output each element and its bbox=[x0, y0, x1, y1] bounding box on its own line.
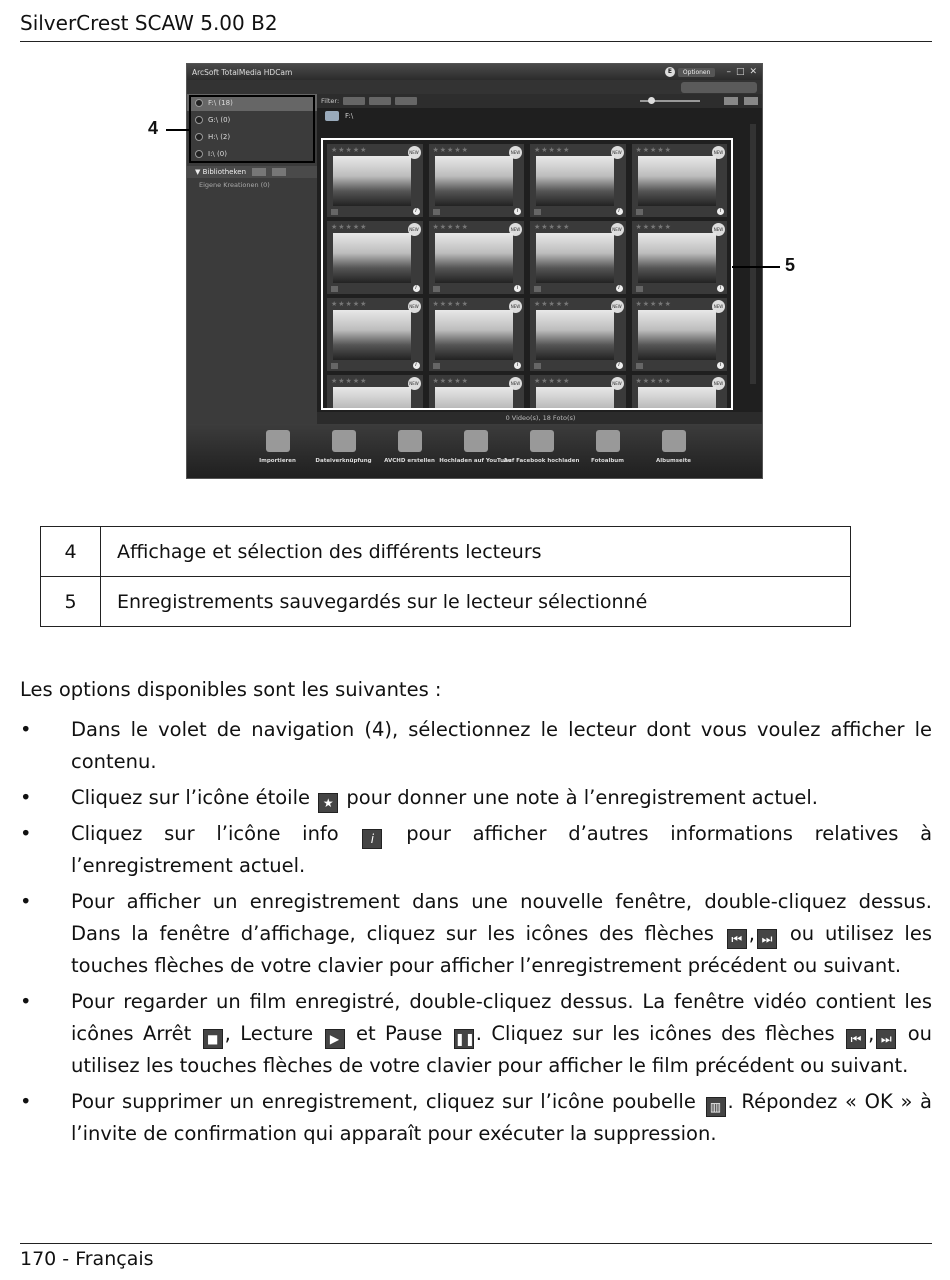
thumbnail[interactable] bbox=[327, 144, 423, 217]
photo-type-icon bbox=[433, 286, 440, 292]
drive-label: G:\ (0) bbox=[208, 115, 231, 124]
close-icon[interactable]: ✕ bbox=[749, 67, 757, 77]
bullet-text: Pour regarder un film enregistré, double-cliquez dessus. La fenêtre vidéo contient les icônes Arrêt bbox=[71, 990, 932, 1045]
toolbar bbox=[187, 424, 763, 479]
rating-stars[interactable]: ★★★★★ bbox=[331, 377, 368, 385]
intro-text: Les options disponibles sont les suivantes : bbox=[20, 678, 442, 701]
info-icon[interactable]: i bbox=[413, 285, 420, 292]
thumbnail[interactable] bbox=[429, 144, 525, 217]
media-pane bbox=[317, 94, 763, 424]
rating-stars[interactable]: ★★★★★ bbox=[635, 377, 672, 385]
photo-type-icon bbox=[534, 363, 541, 369]
info-icon[interactable]: i bbox=[514, 362, 521, 369]
thumbnail[interactable] bbox=[429, 221, 525, 294]
info-icon[interactable]: i bbox=[616, 362, 623, 369]
table-row bbox=[41, 577, 851, 627]
tool-label: Hochladen auf YouTube bbox=[439, 458, 512, 464]
maximize-icon[interactable]: □ bbox=[735, 67, 745, 77]
tool-photo-album[interactable] bbox=[577, 430, 639, 479]
previous-icon: ⏮ bbox=[727, 929, 747, 949]
list-item bbox=[20, 1086, 932, 1150]
info-icon[interactable]: i bbox=[413, 362, 420, 369]
info-icon: i bbox=[362, 829, 382, 849]
rating-stars[interactable]: ★★★★★ bbox=[534, 146, 571, 154]
photo-preview[interactable] bbox=[435, 310, 513, 360]
photo-preview[interactable] bbox=[435, 156, 513, 206]
new-badge: NEW bbox=[509, 146, 522, 159]
thumbnail[interactable] bbox=[429, 298, 525, 371]
photo-preview[interactable] bbox=[536, 310, 614, 360]
thumbnail[interactable] bbox=[530, 221, 626, 294]
info-icon[interactable]: i bbox=[717, 208, 724, 215]
page-footer bbox=[20, 1243, 932, 1270]
libraries-header[interactable]: ▼ Bibliotheken bbox=[187, 166, 317, 178]
trash-icon: ▥ bbox=[706, 1097, 726, 1117]
grid-view-button[interactable] bbox=[724, 97, 738, 105]
new-badge: NEW bbox=[712, 377, 725, 390]
info-icon[interactable]: i bbox=[514, 208, 521, 215]
new-badge: NEW bbox=[611, 146, 624, 159]
disc-icon bbox=[398, 430, 422, 452]
instructions bbox=[20, 674, 932, 1154]
new-badge: NEW bbox=[712, 223, 725, 236]
filter-type-button[interactable] bbox=[369, 97, 391, 105]
rating-stars[interactable]: ★★★★★ bbox=[635, 146, 672, 154]
new-badge: NEW bbox=[611, 377, 624, 390]
file-link-icon bbox=[332, 430, 356, 452]
info-icon[interactable]: i bbox=[717, 362, 724, 369]
photo-preview[interactable] bbox=[333, 310, 411, 360]
thumbnail[interactable] bbox=[429, 375, 525, 410]
pause-icon: ❚❚ bbox=[454, 1029, 474, 1049]
list-item bbox=[20, 782, 932, 814]
bullet-text: Cliquez sur l’icône étoile bbox=[71, 786, 310, 809]
drives-highlight bbox=[189, 95, 315, 163]
info-icon[interactable]: i bbox=[717, 285, 724, 292]
photo-preview[interactable] bbox=[435, 387, 513, 410]
facebook-icon bbox=[530, 430, 554, 452]
next-icon: ⏭ bbox=[757, 929, 777, 949]
filter-bar bbox=[317, 94, 763, 108]
rating-stars[interactable]: ★★★★★ bbox=[432, 223, 469, 231]
rating-stars[interactable]: ★★★★★ bbox=[635, 223, 672, 231]
tool-facebook[interactable] bbox=[503, 430, 580, 479]
bullet-text: . Cliquez sur les icônes des flèches bbox=[475, 1022, 835, 1045]
stop-icon: ■ bbox=[203, 1029, 223, 1049]
rating-stars[interactable]: ★★★★★ bbox=[534, 377, 571, 385]
photo-preview[interactable] bbox=[333, 387, 411, 410]
legend-text: Affichage et sélection des différents lecteurs bbox=[101, 527, 851, 577]
tool-label: Importieren bbox=[259, 458, 296, 464]
filter-label: Filter: bbox=[321, 97, 340, 105]
next-icon: ⏭ bbox=[876, 1029, 896, 1049]
photo-type-icon bbox=[433, 363, 440, 369]
list-view-button[interactable] bbox=[744, 97, 758, 105]
search-input[interactable] bbox=[681, 82, 757, 93]
thumbnail[interactable] bbox=[632, 375, 728, 410]
new-badge: NEW bbox=[408, 377, 421, 390]
drive-label: F:\ (18) bbox=[208, 98, 233, 107]
filter-rating-button[interactable] bbox=[343, 97, 365, 105]
app-titlebar bbox=[187, 64, 762, 80]
callout-5: 5 bbox=[785, 255, 796, 275]
tool-label: Dateiverknüpfung bbox=[315, 458, 372, 464]
photo-preview[interactable] bbox=[333, 156, 411, 206]
bullet-text: Pour supprimer un enregistrement, cliquez sur l’icône poubelle bbox=[71, 1090, 696, 1113]
library-add-button[interactable] bbox=[252, 168, 266, 176]
list-item: • Pour afficher un enregistrement dans une nouvelle fenêtre, double-cliquez dessus. Dans la fenêtre d’affichage, cliquez sur les icônes des flèches ⏮ , ⏭ ou utilisez les touches flèches de votre clavier pour afficher l’enregistrement précédent ou suivant. bbox=[20, 886, 932, 982]
options-icon[interactable]: E bbox=[665, 67, 675, 77]
legend-text: Enregistrements sauvegardés sur le lecteur sélectionné bbox=[101, 577, 851, 627]
photo-preview[interactable] bbox=[333, 233, 411, 283]
info-icon[interactable]: i bbox=[413, 208, 420, 215]
photo-preview[interactable] bbox=[435, 233, 513, 283]
filter-date-button[interactable] bbox=[395, 97, 417, 105]
new-badge: NEW bbox=[408, 300, 421, 313]
tool-label: AVCHD erstellen bbox=[384, 458, 435, 464]
new-badge: NEW bbox=[712, 300, 725, 313]
callout-4-line bbox=[166, 129, 189, 131]
list-item bbox=[20, 818, 932, 882]
star-icon: ★ bbox=[318, 793, 338, 813]
current-path: F:\ bbox=[345, 112, 354, 120]
info-icon[interactable]: i bbox=[514, 285, 521, 292]
thumbnail[interactable] bbox=[530, 375, 626, 410]
library-delete-button[interactable] bbox=[272, 168, 286, 176]
new-badge: NEW bbox=[509, 377, 522, 390]
list-item bbox=[20, 714, 932, 778]
tool-file-link[interactable] bbox=[313, 430, 375, 479]
photo-preview[interactable] bbox=[536, 387, 614, 410]
bullet-text: ou utilisez les touches flèches de votre clavier pour afficher l’enregistrement précédent ou suivant. bbox=[71, 922, 932, 977]
tool-youtube[interactable] bbox=[439, 430, 512, 479]
youtube-icon bbox=[464, 430, 488, 452]
photo-preview[interactable] bbox=[536, 233, 614, 283]
table-row bbox=[41, 527, 851, 577]
photo-preview[interactable] bbox=[638, 156, 716, 206]
new-badge: NEW bbox=[509, 300, 522, 313]
bullet-text: . Répondez « OK » à l’invite de confirmation qui apparaît pour exécuter la suppression. bbox=[71, 1090, 933, 1145]
bullet-text: Pour afficher un enregistrement dans une nouvelle fenêtre, double-cliquez dessus. Dans la fenêtre d’affichage, cliquez sur les icônes des flèches bbox=[71, 890, 932, 945]
thumbnail[interactable] bbox=[632, 298, 728, 371]
tool-label: Auf Facebook hochladen bbox=[503, 458, 580, 464]
page-header bbox=[20, 8, 932, 42]
new-badge: NEW bbox=[712, 146, 725, 159]
bullet-text: ou utilisez les touches flèches de votre clavier pour afficher le film précédent ou suivant. bbox=[71, 1022, 932, 1077]
rating-stars[interactable]: ★★★★★ bbox=[635, 300, 672, 308]
path-bar bbox=[317, 108, 763, 124]
thumbnail[interactable] bbox=[530, 298, 626, 371]
thumbnail[interactable] bbox=[327, 221, 423, 294]
legend-number: 4 bbox=[41, 527, 101, 577]
photo-type-icon bbox=[331, 363, 338, 369]
info-icon[interactable]: i bbox=[616, 285, 623, 292]
legend-number: 5 bbox=[41, 577, 101, 627]
rating-stars[interactable]: ★★★★★ bbox=[432, 300, 469, 308]
rating-stars[interactable]: ★★★★★ bbox=[432, 146, 469, 154]
info-icon[interactable]: i bbox=[616, 208, 623, 215]
thumbnail[interactable] bbox=[327, 298, 423, 371]
photo-type-icon bbox=[331, 209, 338, 215]
callout-5-line bbox=[732, 266, 780, 268]
bullet-text: pour donner une note à l’enregistrement actuel. bbox=[346, 786, 818, 809]
photo-type-icon bbox=[331, 286, 338, 292]
folder-icon bbox=[325, 111, 339, 121]
libraries-label: Bibliotheken bbox=[202, 168, 247, 176]
bullet-text: Cliquez sur l’icône info bbox=[71, 822, 339, 845]
photo-type-icon bbox=[636, 209, 643, 215]
bullet-text: et Pause bbox=[355, 1022, 443, 1045]
legend-table bbox=[40, 526, 851, 627]
rating-stars[interactable]: ★★★★★ bbox=[534, 300, 571, 308]
thumbnail[interactable] bbox=[327, 375, 423, 410]
rating-stars[interactable]: ★★★★★ bbox=[331, 223, 368, 231]
thumbnail-grid bbox=[321, 138, 733, 410]
minimize-icon[interactable]: – bbox=[726, 67, 731, 77]
status-text: 0 Video(s), 18 Foto(s) bbox=[505, 414, 576, 422]
options-list bbox=[20, 714, 932, 1150]
tool-import[interactable] bbox=[247, 430, 309, 479]
callout-4: 4 bbox=[148, 118, 159, 138]
thumbnail[interactable] bbox=[632, 144, 728, 217]
previous-icon: ⏮ bbox=[846, 1029, 866, 1049]
photo-preview[interactable] bbox=[638, 233, 716, 283]
photo-preview[interactable] bbox=[638, 310, 716, 360]
photo-type-icon bbox=[433, 209, 440, 215]
play-icon: ▶ bbox=[325, 1029, 345, 1049]
photo-type-icon bbox=[534, 286, 541, 292]
thumbnail[interactable] bbox=[632, 221, 728, 294]
rating-stars[interactable]: ★★★★★ bbox=[432, 377, 469, 385]
drive-label: I:\ (0) bbox=[208, 149, 227, 158]
scrollbar[interactable] bbox=[750, 124, 756, 384]
drive-label: H:\ (2) bbox=[208, 132, 231, 141]
new-badge: NEW bbox=[408, 223, 421, 236]
bullet-text: pour afficher d’autres informations relatives à l’enregistrement actuel. bbox=[71, 822, 933, 877]
album-page-icon bbox=[662, 430, 686, 452]
app-title: ArcSoft TotalMedia HDCam bbox=[192, 67, 293, 77]
bullet-text: Dans le volet de navigation (4), sélectionnez le lecteur dont vous voulez afficher le contenu. bbox=[71, 718, 932, 773]
photo-preview[interactable] bbox=[638, 387, 716, 410]
new-badge: NEW bbox=[611, 300, 624, 313]
tool-label: Albumseite bbox=[656, 458, 691, 464]
tool-album-page[interactable] bbox=[643, 430, 705, 479]
photo-preview[interactable] bbox=[536, 156, 614, 206]
library-item[interactable]: Eigene Kreationen (0) bbox=[199, 181, 270, 189]
list-item: • Pour regarder un film enregistré, double-cliquez dessus. La fenêtre vidéo contient les icônes Arrêt ■ , Lecture ▶ et Pause ❚❚. Cliquez sur les icônes des flèches ⏮ , ⏭ ou utilisez les touches flèches de votre clavier pour afficher le film précédent ou suivant. bbox=[20, 986, 932, 1082]
search-row bbox=[187, 80, 762, 94]
header-title: SilverCrest SCAW 5.00 B2 bbox=[20, 11, 278, 35]
tool-avchd[interactable] bbox=[379, 430, 441, 479]
photo-type-icon bbox=[636, 363, 643, 369]
options-button[interactable]: Optionen bbox=[678, 68, 716, 77]
rating-stars[interactable]: ★★★★★ bbox=[331, 300, 368, 308]
page-number: 170 - Français bbox=[20, 1248, 154, 1270]
bullet-text: , Lecture bbox=[224, 1022, 314, 1045]
rating-stars[interactable]: ★★★★★ bbox=[331, 146, 368, 154]
import-icon bbox=[266, 430, 290, 452]
new-badge: NEW bbox=[611, 223, 624, 236]
thumbnail[interactable] bbox=[530, 144, 626, 217]
new-badge: NEW bbox=[408, 146, 421, 159]
tool-label: Fotoalbum bbox=[591, 458, 624, 464]
photo-type-icon bbox=[534, 209, 541, 215]
zoom-slider[interactable] bbox=[640, 100, 700, 102]
photo-type-icon bbox=[636, 286, 643, 292]
rating-stars[interactable]: ★★★★★ bbox=[534, 223, 571, 231]
new-badge: NEW bbox=[509, 223, 522, 236]
status-bar bbox=[317, 412, 763, 424]
album-icon bbox=[596, 430, 620, 452]
